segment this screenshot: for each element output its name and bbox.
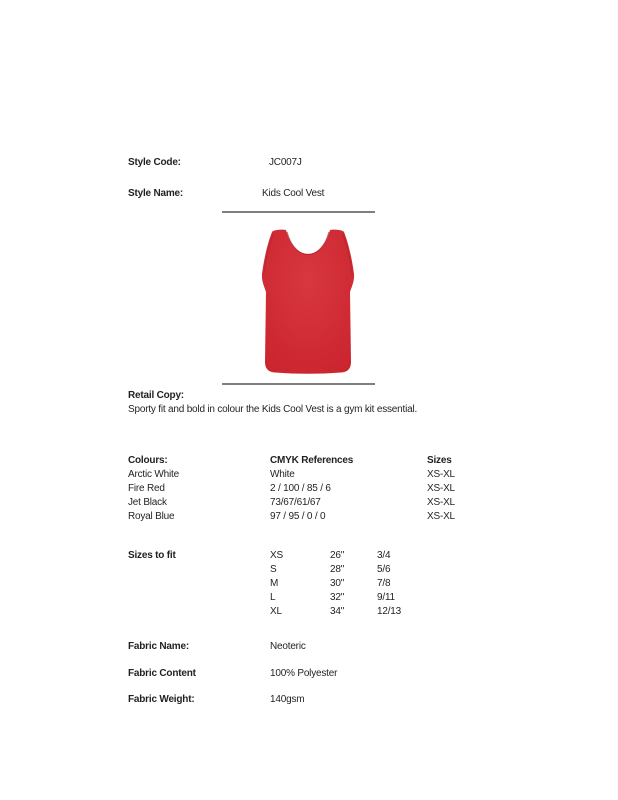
colour-row-cmyk: 2 / 100 / 85 / 6 [270, 483, 331, 494]
colour-row-name: Royal Blue [128, 511, 175, 522]
fabric-content-value: 100% Polyester [270, 668, 338, 679]
colour-row-name: Arctic White [128, 469, 179, 480]
sizes-header: Sizes [427, 455, 452, 466]
size-row-age: 7/8 [377, 578, 391, 589]
size-row-chest: 28" [330, 564, 345, 575]
style-code-value: JC007J [269, 157, 302, 168]
colour-row-cmyk: 97 / 95 / 0 / 0 [270, 511, 326, 522]
cmyk-header: CMYK References [270, 455, 354, 466]
fabric-content-label: Fabric Content [128, 668, 196, 679]
size-row-age: 3/4 [377, 550, 391, 561]
size-row-chest: 26" [330, 550, 345, 561]
fabric-name-label: Fabric Name: [128, 641, 189, 652]
colour-row-name: Fire Red [128, 483, 165, 494]
size-row-age: 9/11 [377, 592, 395, 603]
product-image-vest [256, 228, 360, 376]
size-row-chest: 32" [330, 592, 345, 603]
divider-bottom [222, 383, 375, 385]
size-row-size: S [270, 564, 277, 575]
style-code-label: Style Code: [128, 157, 181, 168]
colour-row-sizes: XS-XL [427, 469, 455, 480]
size-row-size: M [270, 578, 279, 589]
style-name-value: Kids Cool Vest [262, 188, 325, 199]
fabric-weight-value: 140gsm [270, 694, 305, 705]
size-row-size: XS [270, 550, 283, 561]
retail-copy-label: Retail Copy: [128, 390, 184, 401]
divider-top [222, 211, 375, 213]
vest-body-shape [262, 230, 354, 374]
size-row-age: 5/6 [377, 564, 391, 575]
colour-row-sizes: XS-XL [427, 483, 455, 494]
colour-row-sizes: XS-XL [427, 497, 455, 508]
colours-header: Colours: [128, 455, 168, 466]
size-row-size: L [270, 592, 276, 603]
retail-copy-text: Sporty fit and bold in colour the Kids Cool Vest is a gym kit essential. [128, 404, 418, 415]
colour-row-name: Jet Black [128, 497, 167, 508]
style-name-label: Style Name: [128, 188, 184, 199]
size-row-age: 12/13 [377, 606, 402, 617]
size-row-size: XL [270, 606, 282, 617]
fabric-weight-label: Fabric Weight: [128, 694, 195, 705]
colour-row-sizes: XS-XL [427, 511, 455, 522]
sizes-to-fit-label: Sizes to fit [128, 550, 176, 561]
fabric-name-value: Neoteric [270, 641, 306, 652]
colour-row-cmyk: White [270, 469, 295, 480]
size-row-chest: 34" [330, 606, 345, 617]
colour-row-cmyk: 73/67/61/67 [270, 497, 321, 508]
size-row-chest: 30" [330, 578, 345, 589]
